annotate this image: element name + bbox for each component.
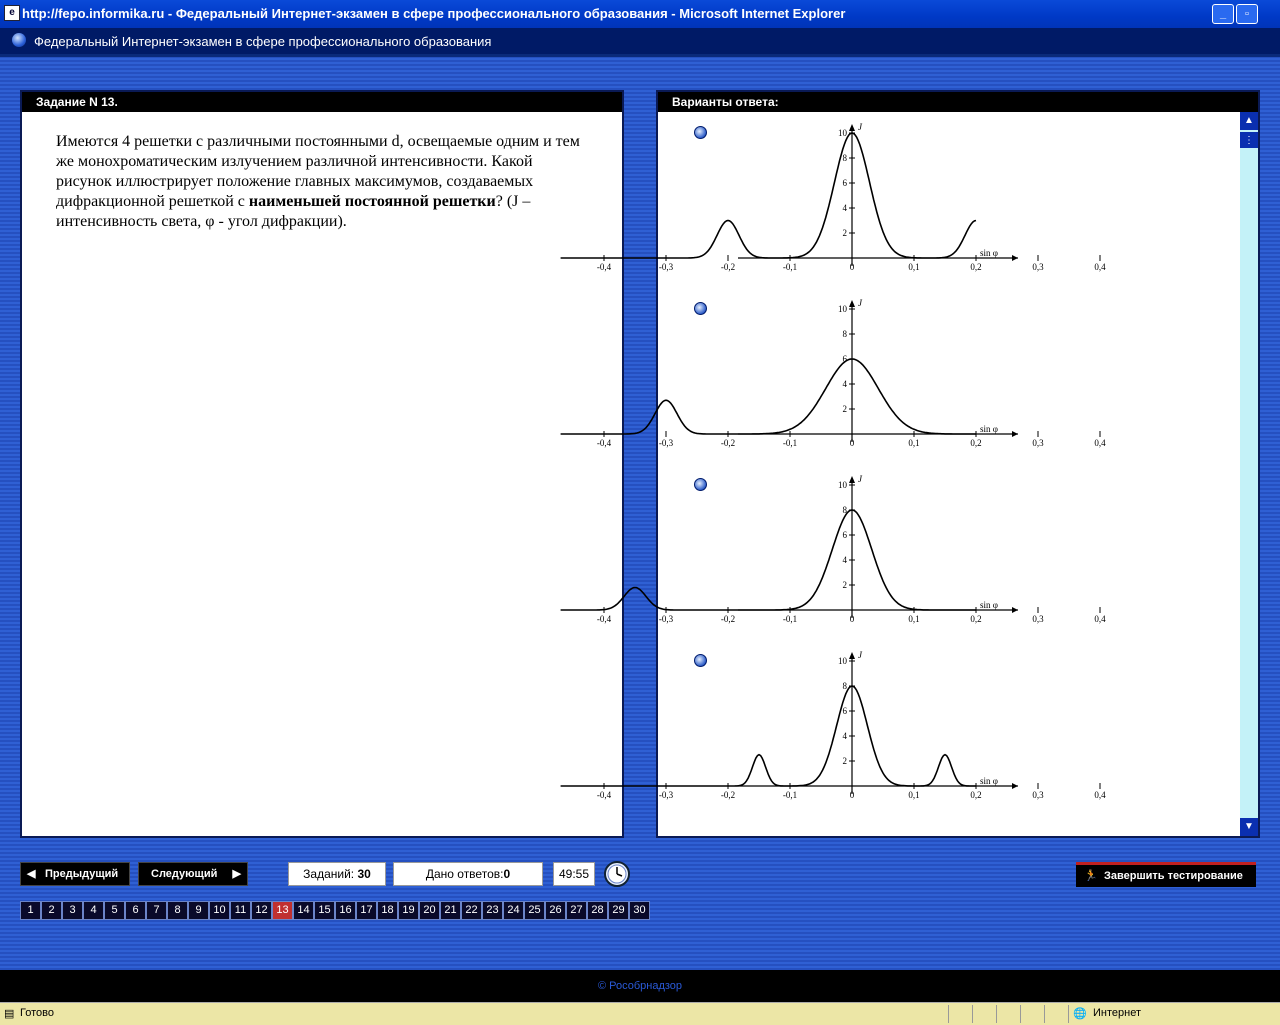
question-text [56,132,586,232]
task-number-26[interactable]: 26 [545,901,566,920]
task-number-13[interactable]: 13 [272,901,293,920]
y-tick-label: 10 [838,656,847,666]
task-number-12[interactable]: 12 [251,901,272,920]
window-title: http://fepo.informika.ru - Федеральный Интернет-экзамен в сфере профессионального образования - Microsoft Internet Explorer [22,6,846,21]
y-axis-label: J [858,298,862,308]
runner-icon: 🏃 [1084,870,1098,882]
question-text-part1: Имеются 4 решетки с различными постоянными d, освещаемые одним и тем же монохроматическим излучением различной интенсивности. Какой рисунок иллюстрирует положение главных максимумов, создаваемых дифракционной решеткой с [56,133,580,210]
x-axis-arrow [1012,783,1018,789]
y-axis-arrow [849,652,855,659]
x-tick-label: 0,1 [908,438,920,448]
y-tick-label: 6 [842,354,847,364]
answers-count [393,862,543,886]
question-panel [20,90,624,838]
x-tick-label: 0,1 [908,614,920,624]
status-seg-1 [948,1005,969,1023]
answers-header: Варианты ответа: [658,92,1258,112]
question-text-part2: ? (J – интенсивность света, φ - угол дифракции). [56,193,531,230]
y-tick-label: 8 [842,329,847,339]
ie-icon: e [4,5,20,21]
question-text-bold: наименьшей постоянной решетки [248,193,496,210]
answer-plot-4 [596,644,1106,814]
x-tick-label: -0,1 [782,790,798,800]
finish-button-label: Завершить тестирование [1104,870,1243,882]
answer-radio-4[interactable] [694,654,707,667]
task-number-11[interactable]: 11 [230,901,251,920]
y-tick-label: 2 [842,756,847,766]
y-tick-label: 8 [842,505,847,515]
answer-plot-2 [596,292,1106,462]
task-number-15[interactable]: 15 [314,901,335,920]
x-tick-label: 0,4 [1094,262,1106,272]
task-number-27[interactable]: 27 [566,901,587,920]
clock-icon [603,860,631,888]
y-tick-label: 6 [842,178,847,188]
x-tick-label: -0,2 [720,262,736,272]
x-tick-label: -0,4 [596,438,612,448]
task-number-9[interactable]: 9 [188,901,209,920]
x-tick-label: 0,3 [1032,790,1044,800]
task-number-21[interactable]: 21 [440,901,461,920]
x-tick-label: 0 [849,614,855,624]
y-tick-label: 2 [842,580,847,590]
y-tick-label: 10 [838,480,847,490]
y-tick-label: 4 [842,379,847,389]
x-tick-label: -0,1 [782,262,798,272]
answer-radio-1[interactable] [694,126,707,139]
task-number-18[interactable]: 18 [377,901,398,920]
x-tick-label: -0,4 [596,614,612,624]
y-tick-label: 4 [842,731,847,741]
footer [0,970,1280,1002]
status-seg-3 [996,1005,1017,1023]
task-number-24[interactable]: 24 [503,901,524,920]
answer-plot-1 [596,116,1106,286]
x-tick-label: -0,1 [782,614,798,624]
task-number-25[interactable]: 25 [524,901,545,920]
task-number-14[interactable]: 14 [293,901,314,920]
answers-count-value: 0 [503,867,511,881]
x-tick-label: 0,1 [908,262,920,272]
y-tick-label: 4 [842,203,847,213]
zone-panel [1068,1005,1279,1023]
task-number-20[interactable]: 20 [419,901,440,920]
y-axis-label: J [858,122,862,132]
answer-plot-3 [596,468,1106,638]
next-button-label: Следующий [151,868,218,880]
task-number-1[interactable]: 1 [20,901,41,920]
x-tick-label: 0,1 [908,790,920,800]
task-number-22[interactable]: 22 [461,901,482,920]
x-tick-label: 0,2 [970,614,982,624]
status-text: Готово [20,1007,54,1019]
main-area [0,54,1280,970]
task-number-2[interactable]: 2 [41,901,62,920]
x-tick-label: -0,2 [720,614,736,624]
footer-text: © Рособрнадзор [597,980,683,992]
x-tick-label: 0,3 [1032,614,1044,624]
x-tick-label: -0,4 [596,262,612,272]
x-axis-label: sin φ [980,424,998,434]
task-number-10[interactable]: 10 [209,901,230,920]
app-header-title: Федеральный Интернет-экзамен в сфере профессионального образования [34,34,492,49]
task-number-28[interactable]: 28 [587,901,608,920]
question-header: Задание N 13. [22,92,622,112]
arrow-right-icon: ▶ [232,868,241,880]
y-tick-label: 10 [838,128,847,138]
x-tick-label: 0,4 [1094,438,1106,448]
x-tick-label: 0 [849,438,855,448]
scroll-up-button[interactable]: ▲ [1240,112,1258,130]
x-tick-label: 0,3 [1032,438,1044,448]
x-axis-arrow [1012,431,1018,437]
answers-panel [596,90,1260,838]
prev-button[interactable] [20,862,130,886]
status-seg-4 [1020,1005,1041,1023]
y-tick-label: 8 [842,153,847,163]
x-tick-label: -0,2 [720,438,736,448]
tasks-value: 30 [357,867,371,881]
scrollbar[interactable] [1240,112,1258,836]
y-tick-label: 2 [842,404,847,414]
answers-count-label: Дано ответов: [425,867,504,881]
y-tick-label: 4 [842,555,847,565]
page-icon: ▤ [4,1008,15,1020]
task-number-23[interactable]: 23 [482,901,503,920]
task-number-5[interactable]: 5 [104,901,125,920]
x-tick-label: -0,3 [658,262,674,272]
tasks-count [288,862,386,886]
arrow-left-icon: ◀ [27,868,36,880]
x-axis-label: sin φ [980,776,998,786]
y-axis-label: J [858,474,862,484]
window-title-bar [0,0,1280,28]
status-seg-2 [972,1005,993,1023]
y-axis-arrow [849,476,855,483]
x-tick-label: -0,3 [658,614,674,624]
globe-icon [12,33,26,47]
x-tick-label: -0,1 [782,438,798,448]
task-number-19[interactable]: 19 [398,901,419,920]
y-axis-label: J [858,650,862,660]
y-axis-arrow [849,124,855,131]
globe-zone-icon: 🌐 [1073,1008,1087,1020]
x-tick-label: 0,3 [1032,262,1044,272]
y-tick-label: 2 [842,228,847,238]
zone-text: Интернет [1093,1007,1141,1019]
scroll-down-button[interactable]: ▼ [1240,818,1258,836]
scroll-thumb[interactable]: ⋮ [1240,132,1258,148]
next-button[interactable] [138,862,248,886]
task-number-30[interactable]: 30 [629,901,650,920]
y-tick-label: 10 [838,304,847,314]
x-axis-label: sin φ [980,600,998,610]
task-number-8[interactable]: 8 [167,901,188,920]
x-tick-label: -0,2 [720,790,736,800]
y-axis-arrow [849,300,855,307]
x-tick-label: 0 [849,790,855,800]
status-bar [0,1002,1280,1025]
answer-radio-2[interactable] [694,302,707,315]
task-number-17[interactable]: 17 [356,901,377,920]
finish-button[interactable] [1076,862,1256,887]
x-tick-label: 0,2 [970,438,982,448]
task-number-16[interactable]: 16 [335,901,356,920]
y-tick-label: 6 [842,706,847,716]
x-tick-label: 0,4 [1094,614,1106,624]
task-number-3[interactable]: 3 [62,901,83,920]
x-axis-arrow [1012,607,1018,613]
x-tick-label: 0 [849,262,855,272]
x-tick-label: 0,4 [1094,790,1106,800]
y-tick-label: 6 [842,530,847,540]
x-tick-label: 0,2 [970,262,982,272]
x-axis-label: sin φ [980,248,998,258]
x-axis-arrow [1012,255,1018,261]
x-tick-label: -0,4 [596,790,612,800]
maximize-button[interactable]: ▫ [1236,4,1258,24]
app-header [0,28,1280,54]
x-tick-label: -0,3 [658,790,674,800]
prev-button-label: Предыдущий [45,868,119,880]
task-number-29[interactable]: 29 [608,901,629,920]
x-tick-label: 0,2 [970,790,982,800]
tasks-label: Заданий: [303,867,355,881]
task-number-6[interactable]: 6 [125,901,146,920]
timer: 49:55 [553,862,595,886]
task-number-4[interactable]: 4 [83,901,104,920]
minimize-button[interactable]: _ [1212,4,1234,24]
status-seg-5 [1044,1005,1065,1023]
task-number-7[interactable]: 7 [146,901,167,920]
y-tick-label: 8 [842,681,847,691]
answer-radio-3[interactable] [694,478,707,491]
x-tick-label: -0,3 [658,438,674,448]
